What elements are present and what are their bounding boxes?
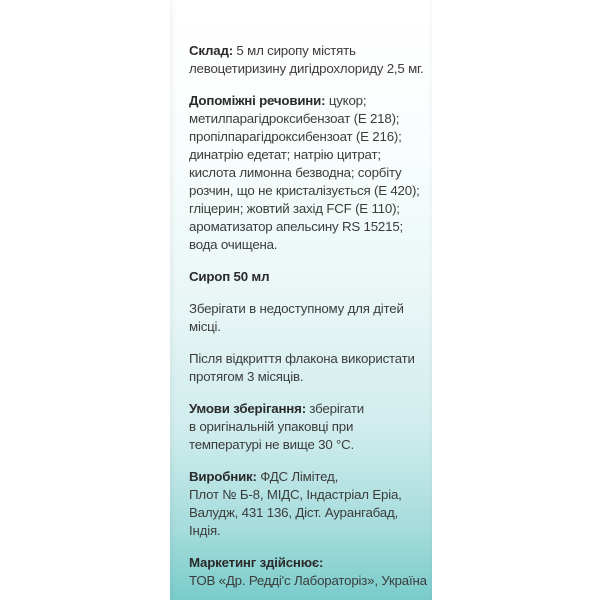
excipients-text-8: вода очищена. [189, 237, 278, 252]
excipients-text-0: цукор; [325, 93, 367, 108]
manufacturer-text-2: Плот № Б-8, МІДС, Індастріал Еріа, [189, 487, 402, 502]
composition-label: Склад: [189, 43, 233, 58]
excipients-text-1: метилпарагідроксибензоат (Е 218); [189, 111, 400, 126]
excipients-text-6: гліцерин; жовтий захід FCF (Е 110); [189, 201, 400, 216]
manufacturer-text-4: Індія. [189, 523, 221, 538]
excipients-line-1 [189, 92, 425, 110]
excipients-section [189, 92, 425, 254]
storage-conditions-text-2: в оригінальній упаковці при [189, 419, 354, 434]
excipients-text-4: кислота лимонна безводна; сорбіту [189, 165, 402, 180]
after-opening-text-2: протягом 3 місяців. [189, 369, 304, 384]
storage-children-section [189, 300, 425, 336]
excipients-text-7: ароматизатор апельсину RS 15215; [189, 219, 404, 234]
excipients-label: Допоміжні речовини: [189, 93, 326, 108]
storage-conditions-text-1: зберігати [305, 401, 364, 416]
after-opening-section [189, 350, 425, 386]
marketing-text-1: ТОВ «Др. Редді'с Лабораторіз», Україна [189, 573, 427, 588]
storage-conditions-line-1 [189, 400, 425, 418]
composition-line-1 [189, 42, 425, 60]
label-text [189, 42, 425, 604]
manufacturer-text-3: Валудж, 431 136, Діст. Аурангабад, [189, 505, 399, 520]
excipients-text-5: розчин, що не кристалізується (Е 420); [189, 183, 420, 198]
storage-conditions-text-3: температурі не вище 30 °С. [189, 437, 355, 452]
composition-text-2: левоцетиризину дигідрохлориду 2,5 мг. [189, 61, 424, 76]
manufacturer-section [189, 468, 425, 540]
after-opening-text-1: Після відкриття флакона використати [189, 351, 415, 366]
storage-conditions-section [189, 400, 425, 454]
storage-conditions-label: Умови зберігання: [189, 401, 306, 416]
composition-section [189, 42, 425, 78]
manufacturer-text-1: ФДС Лімітед, [256, 469, 339, 484]
excipients-text-3: динатрію едетат; натрію цитрат; [189, 147, 381, 162]
excipients-text-2: пропілпарагідроксибензоат (Е 216); [189, 129, 402, 144]
storage-children-text-2: місці. [189, 319, 221, 334]
product-form: Сироп 50 мл [189, 269, 270, 284]
marketing-label: Маркетинг здійснює: [189, 555, 324, 570]
marketing-section [189, 554, 425, 590]
storage-children-text-1: Зберігати в недоступному для дітей [189, 301, 404, 316]
composition-text-1: 5 мл сиропу містять [232, 43, 356, 58]
product-form-section [189, 268, 425, 286]
manufacturer-line-1 [189, 468, 425, 486]
manufacturer-label: Виробник: [189, 469, 257, 484]
